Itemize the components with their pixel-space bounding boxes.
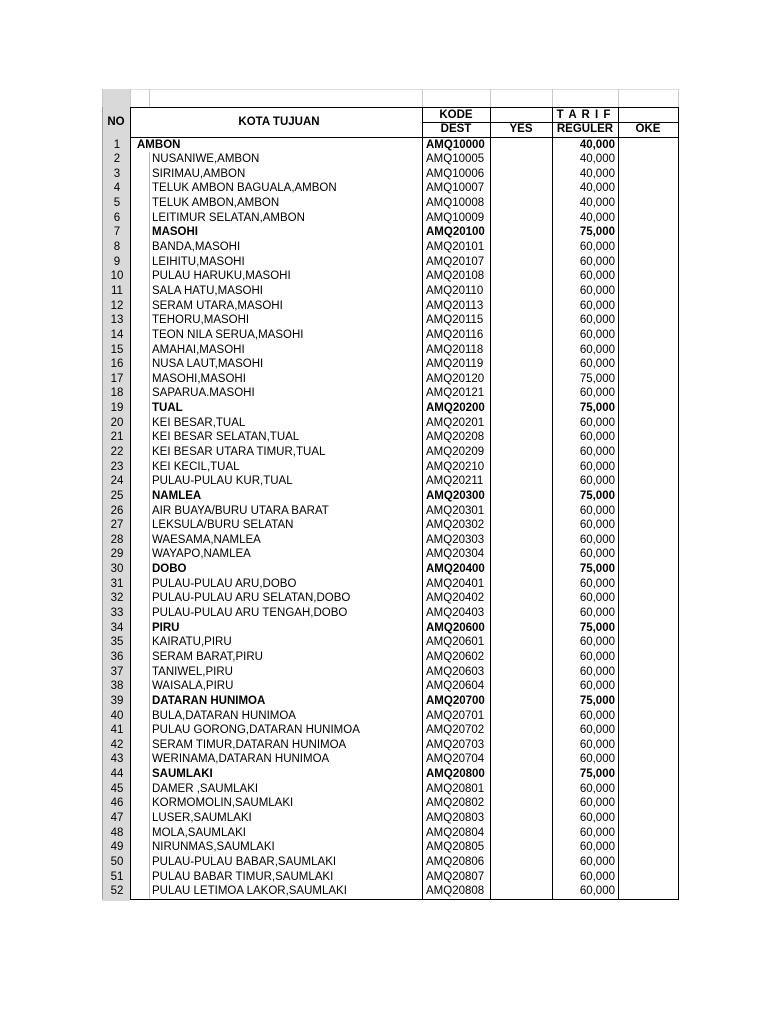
tariff-reguler: 40,000 [579,211,615,224]
destination-city: MASOHI,MASOHI [152,372,246,385]
destination-code: AMQ20110 [426,284,484,297]
column-border [490,107,491,900]
destination-city: DATARAN HUNIMOA [152,694,266,707]
row-number: 14 [110,328,124,341]
empty-row-gridline [490,89,491,107]
destination-city: PIRU [152,621,180,634]
tariff-reguler: 40,000 [579,167,615,180]
tariff-reguler: 75,000 [579,372,615,385]
destination-code: AMQ20300 [426,489,485,502]
row-number: 27 [110,519,124,532]
row-number: 40 [110,709,124,722]
tariff-reguler: 60,000 [579,387,615,400]
gutter-border [102,107,103,899]
destination-code: AMQ20108 [426,270,485,283]
tariff-reguler: 75,000 [579,768,615,780]
destination-code: AMQ20302 [426,519,485,532]
row-number: 45 [110,782,124,795]
destination-code: AMQ20118 [426,343,484,356]
tariff-reguler: 60,000 [579,358,615,371]
tariff-reguler: 60,000 [579,548,615,561]
header-reguler: REGULER [556,123,614,135]
destination-city: NIRUNMAS,SAUMLAKI [152,841,275,854]
destination-code: AMQ20303 [426,533,485,546]
destination-code: AMQ20801 [426,782,485,795]
destination-city: PULAU HARUKU,MASOHI [152,270,291,283]
empty-row-gridline [422,89,423,107]
destination-code: AMQ20211 [426,475,484,488]
destination-code: AMQ20601 [426,636,485,649]
destination-code: AMQ20115 [426,314,484,327]
destination-city: KEI KECIL,TUAL [152,460,240,473]
destination-code: AMQ20402 [426,592,485,605]
tariff-reguler: 40,000 [579,197,615,210]
tariff-reguler: 60,000 [579,284,615,297]
row-number: 33 [110,607,124,619]
destination-city: TUAL [152,402,183,414]
row-number: 21 [110,431,124,444]
tariff-reguler: 60,000 [579,738,615,751]
destination-city: BULA,DATARAN HUNIMOA [152,709,296,722]
row-number: 9 [113,255,121,268]
destination-city: PULAU-PULAU BABAR,SAUMLAKI [152,855,337,868]
tariff-reguler: 60,000 [579,797,615,810]
tariff-reguler: 60,000 [579,870,615,883]
tariff-reguler: 60,000 [579,299,615,312]
destination-city: NUSA LAUT,MASOHI [152,358,264,371]
destination-code: AMQ20121 [426,387,485,400]
row-number: 35 [110,636,124,649]
destination-city: LEIHITU,MASOHI [152,255,245,268]
empty-row-gridline [149,89,150,107]
tariff-reguler: 60,000 [579,445,615,458]
destination-city: PULAU-PULAU ARU,DOBO [152,577,297,590]
destination-code: AMQ20401 [426,577,485,590]
tariff-reguler: 60,000 [579,431,615,444]
row-number: 3 [113,167,121,180]
indent-guide [149,152,150,899]
destination-code: AMQ20304 [426,548,485,561]
destination-city: DOBO [152,563,187,576]
row-number: 5 [113,197,121,210]
destination-city: AMAHAI,MASOHI [152,343,245,356]
tariff-reguler: 60,000 [579,841,615,854]
header-kode: KODE [439,109,473,121]
destination-code: AMQ10008 [426,197,485,210]
row-number: 52 [110,885,124,898]
row-number: 28 [110,533,124,546]
header-sub-border [422,122,679,123]
tariff-reguler: 60,000 [579,533,615,546]
destination-city: SERAM BARAT,PIRU [152,650,263,663]
row-number: 36 [110,650,124,663]
tariff-reguler: 60,000 [579,753,615,766]
destination-city: SERAM UTARA,MASOHI [152,299,283,312]
tariff-reguler: 60,000 [579,665,615,678]
destination-code: AMQ20703 [426,738,485,751]
header-dest: DEST [440,123,472,135]
destination-city: BANDA,MASOHI [152,241,241,253]
row-number: 11 [111,284,123,297]
tariff-reguler: 75,000 [579,226,615,239]
destination-city: PULAU LETIMOA LAKOR,SAUMLAKI [152,885,347,898]
row-number: 8 [113,241,121,253]
destination-city: PULAU GORONG,DATARAN HUNIMOA [152,724,360,737]
tariff-reguler: 60,000 [579,782,615,795]
tariff-reguler: 60,000 [579,811,615,824]
row-number: 6 [113,211,121,224]
destination-code: AMQ10005 [426,153,485,166]
header-bottom-border [130,137,679,138]
row-number: 31 [110,577,124,590]
destination-code: AMQ20806 [426,855,485,868]
header-oke: OKE [635,123,661,135]
tariff-reguler: 60,000 [579,460,615,473]
empty-row-gridline [618,89,619,107]
destination-code: AMQ20403 [426,607,485,619]
row-number: 1 [113,138,121,151]
tariff-reguler: 60,000 [579,577,615,590]
row-number: 41 [110,724,124,737]
tariff-reguler: 75,000 [579,489,615,502]
row-number: 23 [110,460,124,473]
row-number: 13 [110,314,124,327]
row-number: 2 [113,153,121,166]
row-number: 30 [110,563,124,576]
row-number: 46 [110,797,124,810]
column-border [552,107,553,900]
destination-city: NUSANIWE,AMBON [152,153,260,166]
destination-code: AMQ20704 [426,753,485,766]
column-border [422,107,423,900]
row-number: 29 [110,548,124,561]
destination-code: AMQ10000 [426,138,485,151]
tariff-reguler: 75,000 [579,621,615,634]
tariff-reguler: 60,000 [579,650,615,663]
destination-city: SALA HATU,MASOHI [152,284,263,297]
destination-city: WAESAMA,NAMLEA [152,533,261,546]
destination-code: AMQ20604 [426,680,485,693]
column-border [618,107,619,900]
destination-code: AMQ20116 [426,328,484,341]
destination-city: LEKSULA/BURU SELATAN [152,519,294,532]
destination-city: KORMOMOLIN,SAUMLAKI [152,797,294,810]
tariff-reguler: 60,000 [579,826,615,839]
destination-city: KEI BESAR UTARA TIMUR,TUAL [152,445,326,458]
destination-city: PULAU-PULAU KUR,TUAL [152,475,293,488]
destination-code: AMQ20120 [426,372,485,385]
destination-code: AMQ20107 [426,255,485,268]
destination-city: WERINAMA,DATARAN HUNIMOA [152,753,330,766]
row-number: 50 [110,855,124,868]
destination-city: TELUK AMBON BAGUALA,AMBON [152,182,337,195]
header-kota-tujuan: KOTA TUJUAN [238,116,320,128]
tariff-reguler: 60,000 [579,607,615,619]
destination-code: AMQ20201 [426,416,485,429]
destination-city: TEHORU,MASOHI [152,314,250,327]
destination-city: TEON NILA SERUA,MASOHI [152,328,304,341]
destination-city: KEI BESAR,TUAL [152,416,246,429]
destination-code: AMQ20700 [426,694,485,707]
destination-city: KEI BESAR SELATAN,TUAL [152,431,300,444]
header-no: NO [107,116,125,128]
row-number: 37 [110,665,124,678]
tariff-reguler: 60,000 [579,416,615,429]
row-number: 38 [110,680,124,693]
tariff-reguler: 60,000 [579,724,615,737]
destination-city: MOLA,SAUMLAKI [152,826,246,839]
header-tarif: T A R I F [556,109,612,121]
destination-city: PULAU-PULAU ARU SELATAN,DOBO [152,592,351,605]
destination-code: AMQ20803 [426,811,485,824]
empty-row-gridline [130,89,131,107]
destination-city: WAISALA,PIRU [152,680,234,693]
destination-code: AMQ20805 [426,841,485,854]
tariff-reguler: 40,000 [579,153,615,166]
row-number: 26 [110,504,124,517]
destination-code: AMQ20602 [426,650,485,663]
tariff-reguler: 60,000 [579,314,615,327]
destination-code: AMQ20119 [426,358,484,371]
tariff-reguler: 40,000 [579,182,615,195]
destination-city: LUSER,SAUMLAKI [152,811,252,824]
row-number: 10 [110,270,124,283]
destination-code: AMQ20200 [426,402,485,414]
destination-code: AMQ10007 [426,182,485,195]
destination-code: AMQ20208 [426,431,485,444]
tariff-reguler: 60,000 [579,885,615,898]
empty-row-gridline [552,89,553,107]
tariff-reguler: 60,000 [579,504,615,517]
column-border [130,107,131,900]
destination-city: AIR BUAYA/BURU UTARA BARAT [152,504,329,517]
destination-code: AMQ20301 [426,504,485,517]
destination-code: AMQ20603 [426,665,485,678]
row-number: 19 [110,402,124,414]
tariff-reguler: 60,000 [579,475,615,488]
tariff-reguler: 60,000 [579,680,615,693]
destination-city: SAPARUA.MASOHI [152,387,255,400]
destination-city: PULAU-PULAU ARU TENGAH,DOBO [152,607,348,619]
row-number: 47 [110,811,124,824]
row-number: 32 [110,592,124,605]
row-number: 18 [110,387,124,400]
row-number: 20 [110,416,124,429]
destination-code: AMQ20802 [426,797,485,810]
destination-city: WAYAPO,NAMLEA [152,548,251,561]
destination-city: AMBON [137,138,181,151]
destination-city: MASOHI [152,226,198,239]
destination-code: AMQ20807 [426,870,485,883]
tariff-reguler: 60,000 [579,709,615,722]
table-bottom-border [130,899,679,900]
destination-code: AMQ20100 [426,226,485,239]
tariff-reguler: 60,000 [579,636,615,649]
tariff-reguler: 60,000 [579,519,615,532]
destination-code: AMQ20101 [426,241,485,253]
tariff-reguler: 60,000 [579,855,615,868]
destination-city: TANIWEL,PIRU [152,665,233,678]
destination-city: SAUMLAKI [152,768,213,780]
empty-row-gridline [102,89,103,107]
destination-city: DAMER ,SAUMLAKI [152,782,259,795]
row-number: 15 [110,343,124,356]
destination-code: AMQ20702 [426,724,485,737]
destination-city: LEITIMUR SELATAN,AMBON [152,211,305,224]
destination-code: AMQ10009 [426,211,485,224]
destination-city: PULAU BABAR TIMUR,SAUMLAKI [152,870,334,883]
tariff-reguler: 60,000 [579,255,615,268]
tariff-reguler: 75,000 [579,694,615,707]
destination-code: AMQ20701 [426,709,485,722]
row-number: 17 [110,372,124,385]
row-number: 12 [110,299,124,312]
tariff-reguler: 75,000 [579,563,615,576]
row-number: 49 [110,841,124,854]
tariff-reguler: 60,000 [579,241,615,253]
destination-city: SIRIMAU,AMBON [152,167,246,180]
destination-code: AMQ20804 [426,826,485,839]
row-number: 4 [113,182,121,195]
row-number: 34 [110,621,124,634]
row-number: 25 [110,489,124,502]
destination-code: AMQ20113 [426,299,484,312]
row-number: 48 [110,826,124,839]
row-number: 39 [110,694,124,707]
destination-city: KAIRATU,PIRU [152,636,232,649]
destination-city: TELUK AMBON,AMBON [152,197,280,210]
tariff-reguler: 75,000 [579,402,615,414]
destination-city: NAMLEA [152,489,202,502]
destination-code: AMQ10006 [426,167,485,180]
tariff-reguler: 40,000 [579,138,615,151]
destination-code: AMQ20210 [426,460,485,473]
tariff-reguler: 60,000 [579,328,615,341]
destination-code: AMQ20209 [426,445,485,458]
row-number: 7 [113,226,121,239]
destination-code: AMQ20800 [426,768,485,780]
row-number: 22 [110,445,124,458]
destination-code: AMQ20400 [426,563,485,576]
tariff-reguler: 60,000 [579,343,615,356]
empty-row-gridline [678,89,679,107]
row-number: 16 [110,358,124,371]
tariff-reguler: 60,000 [579,270,615,283]
header-yes: YES [509,123,533,135]
destination-city: SERAM TIMUR,DATARAN HUNIMOA [152,738,347,751]
sheet-top-gridline [102,89,678,90]
row-number: 43 [110,753,124,766]
destination-code: AMQ20808 [426,885,485,898]
row-number: 51 [110,870,124,883]
tariff-reguler: 60,000 [579,592,615,605]
column-border [678,107,679,900]
header-top-border [130,107,679,108]
row-number: 42 [110,738,124,751]
row-number: 44 [110,768,124,780]
row-number: 24 [110,475,124,488]
destination-code: AMQ20600 [426,621,485,634]
